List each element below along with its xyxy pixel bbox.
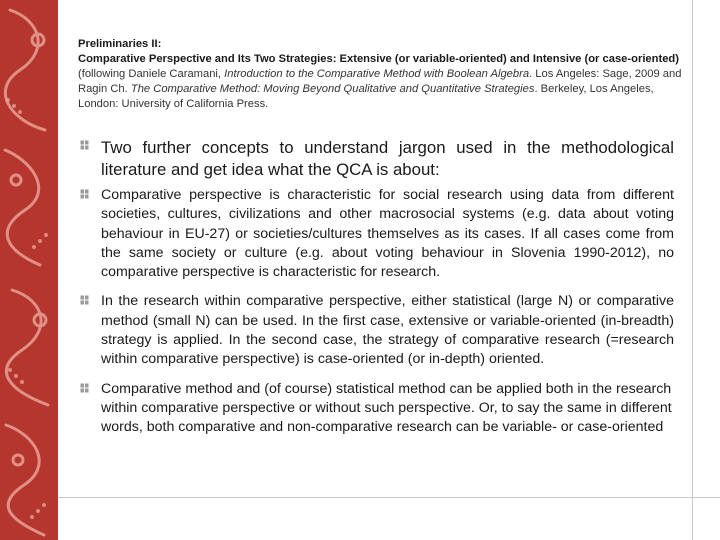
square-bullet-icon (80, 383, 89, 393)
decorative-band (0, 0, 58, 540)
square-bullet-icon (80, 295, 89, 305)
header-line1: Preliminaries II: (78, 38, 162, 50)
bullet-item (78, 292, 674, 369)
ref-title2: The Comparative Method: Moving Beyond Qualitative and Quantitative Strategies (130, 83, 535, 95)
bullet-text: Comparative perspective is characteristic for social research using data from different societies, cultures, civilizations and other macrosocial systems (e.g. data about voting behaviour in EU-27) or societies/cultures themselves as its cases. If all cases come from the same society or culture (e.g. about voting behaviour in Slovenia 1990-2012), no comparative perspective is characteristic for research. (101, 187, 674, 281)
tribal-pattern (0, 0, 58, 540)
bullet-item (78, 137, 674, 180)
ref-title1: Introduction to the Comparative Method with Boolean Algebra (224, 68, 530, 80)
bullet-text: In the research within comparative perspective, either statistical (large N) or comparative method (small N) can be used. In the first case, extensive or variable-oriented (in-breadth) strategy is applied. In the second case, the strategy of comparative research (=research within comparative perspective) is case-oriented (or in-depth) oriented. (101, 293, 674, 368)
ref-suffix: . Berkeley, Los Angeles, London: University of California Press. (78, 83, 654, 110)
bullet-item (78, 380, 674, 438)
vertical-rule (692, 0, 693, 540)
ref-mid: . Los Angeles: Sage, 2009 and Ragin Ch. (78, 68, 682, 95)
square-bullet-icon (80, 140, 89, 150)
bullet-list (78, 137, 674, 448)
reference (78, 67, 684, 112)
horizontal-rule (58, 497, 720, 498)
bullet-item (78, 186, 674, 282)
slide-header (78, 37, 684, 112)
bullet-text: Comparative method and (of course) statistical method can be applied both in the research within comparative perspective or without such perspective. Or, to say the same in different words, both comparative and non-comparative research can be variable- or case-oriented (101, 380, 672, 436)
ref-prefix: (following Daniele Caramani, (78, 68, 225, 80)
bullet-text: Two further concepts to understand jargon used in the methodological literature and get idea what the QCA is about: (101, 138, 674, 179)
square-bullet-icon (80, 189, 89, 199)
header-line2: Comparative Perspective and Its Two Strategies: Extensive (or variable-oriented) and Intensive (or case-oriented) (78, 53, 679, 65)
